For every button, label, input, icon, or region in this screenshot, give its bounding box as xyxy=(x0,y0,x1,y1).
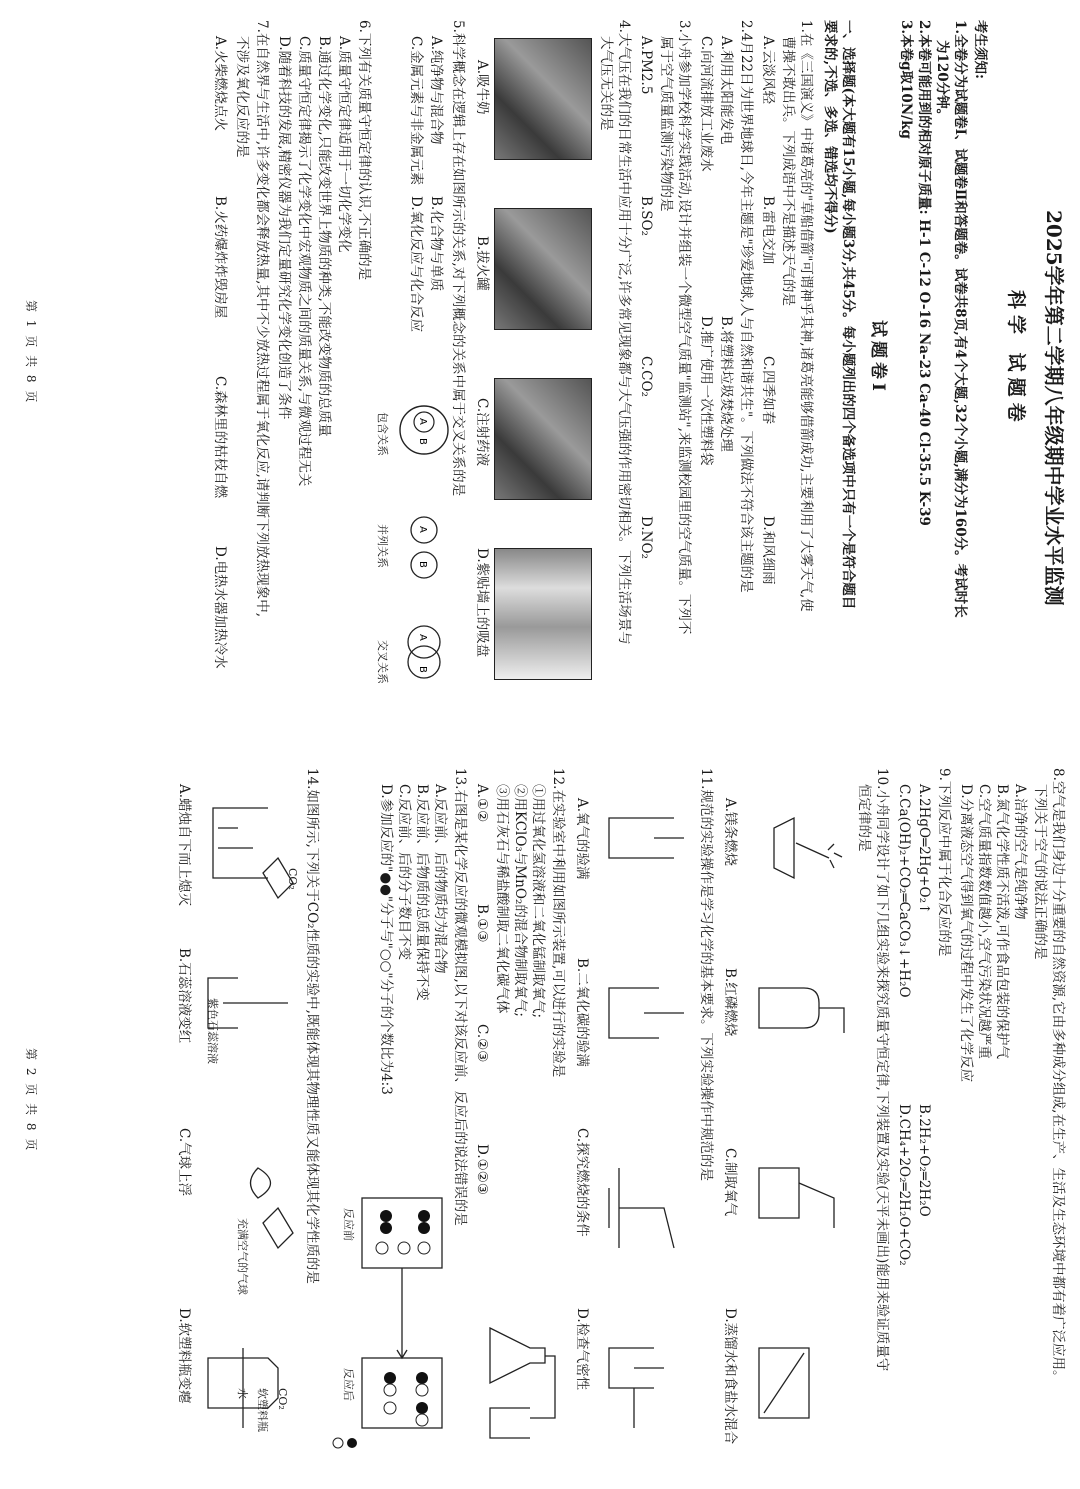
question-1-cont: 曹操不敢出兵。下列成语中不是描述天气的是 xyxy=(780,36,796,306)
question-8: 8.空气是我们身边十分重要的自然资源,它由多种成分组成,在生产、生活及生态环境中都有着广泛应用。 xyxy=(1050,768,1066,1384)
question-3: 3.小舟参加学校科学实践活动,设计并组装一个微型空气质量"监测站",来监测校园里的空气质量。下列不 xyxy=(676,20,692,635)
notice-line: 2.本卷可能用到的相对原子质量: H-1 C-12 O-16 Na-23 Ca-40 Cl-35.5 K-39 xyxy=(916,20,932,526)
option: B.2H₂+O₂═2H₂O xyxy=(916,1104,932,1217)
option: A.氧气的验满 xyxy=(574,798,590,880)
option: C.向河流排放工业废水 xyxy=(698,36,714,172)
option: B.通过化学变化,只能改变世界上物质的种类,不能改变物质的总质量 xyxy=(316,36,332,437)
option: D.CH₄+2O₂═2H₂O+CO₂ xyxy=(896,1104,912,1266)
notice-line: 3.本卷g取10N/kg xyxy=(898,20,914,139)
question-10: 10.小舟同学设计了如下几组实验来探究质量守恒定律,下列装置及实验(天平未画出)能用来验证质量守 xyxy=(874,768,890,1372)
option: B.化合物与单质 xyxy=(428,196,444,292)
q12-item: ②用KClO₃与MnO₂的混合物制取氧气; xyxy=(512,784,528,1017)
figure-label: 水 xyxy=(236,1388,249,1399)
option: A.纯净物与混合物 xyxy=(428,36,444,145)
svg-text:B: B xyxy=(417,561,428,568)
exam-page-1 xyxy=(0,0,1080,740)
cupping-photo xyxy=(494,208,592,330)
question-1: 1.在《三国演义》中诸葛亮的"草船借箭"可谓神乎其神,诸葛亮能够借箭成功,主要利用了大雾天气,使 xyxy=(798,20,814,612)
option: B.SO₂ xyxy=(638,196,654,236)
option: C.②③ xyxy=(474,1024,490,1063)
option: D.和风细雨 xyxy=(760,516,776,585)
injection-photo xyxy=(494,378,592,500)
option: C.气球上浮 xyxy=(176,1128,192,1197)
question-4-cont: 大气压无关的是 xyxy=(598,36,614,131)
figure-label: 软塑料瓶 xyxy=(256,1388,269,1432)
option: D.氧化反应与化合反应 xyxy=(408,196,424,333)
diagram-label: 反应后 xyxy=(342,1368,355,1401)
option: A.2HgO═2Hg+O₂↑ xyxy=(916,784,932,915)
option: A.PM2.5 xyxy=(638,36,654,95)
option: A.利用太阳能发电 xyxy=(718,36,734,145)
option: D.①②③ xyxy=(474,1144,490,1195)
mass-conservation-apparatus xyxy=(744,788,854,1448)
question-9: 9.下列反应中属于化合反应的是 xyxy=(936,768,952,957)
question-12: 12.在实验室中利用如图所示装置,可以进行的实验是 xyxy=(550,768,566,1078)
question-3-cont: 属于空气质量监测污染物的是 xyxy=(658,36,674,212)
option: C.注射药液 xyxy=(474,398,490,467)
question-7-cont: 不涉及氧化反应的是 xyxy=(234,36,250,158)
question-11: 11.规范的实验操作是学习化学的基本要求。下列实验操作中规范的是 xyxy=(698,768,714,1181)
exam-subject: 科学 试题卷 xyxy=(1005,290,1027,428)
page-footer: 第 1 页 共 8 页 xyxy=(24,300,38,405)
co2-property-experiments xyxy=(198,788,298,1448)
option: B.反应前、后物质的总质量保持不变 xyxy=(414,784,430,1001)
question-8-cont: 下列关于空气的说法正确的是 xyxy=(1032,784,1048,960)
figure-label: CO₂ xyxy=(276,1388,289,1410)
option: C.空气质量指数数值越小,空气污染状况越严重 xyxy=(976,784,992,1059)
question-5: 5.科学概念在逻辑上存在如图所示的关系,对下列概念的关系中属于交叉关系的是 xyxy=(450,20,466,497)
q12-item: ①用过氧化氢溶液和二氧化锰制取氧气; xyxy=(530,784,546,1019)
question-6: 6.下列有关质量守恒定律的认识,不正确的是 xyxy=(356,20,372,281)
option: C.质量守恒定律揭示了化学变化中宏观物质之间的质量关系,与微观过程无关 xyxy=(296,36,312,487)
question-14: 14.如图所示,下列关于CO₂性质的实验中,既能体现其物理性质又能体现其化学性质的是 xyxy=(304,768,320,1284)
figure-label: 充满空气的气球 xyxy=(236,1218,249,1295)
option: D.软塑料瓶变瘪 xyxy=(176,1308,192,1404)
option: B.氮气化学性质不活泼,可作食品包装的保护气 xyxy=(994,784,1010,1060)
option: B.将塑料垃圾焚烧处理 xyxy=(718,316,734,452)
option: D.紫贴墙上的吸盘 xyxy=(474,548,490,658)
question-13: 13.右图是某化学反应的微观模拟图,以下对该反应前、反应后的说法错误的是 xyxy=(452,768,468,1226)
gas-generation-apparatus xyxy=(480,1308,560,1458)
option: A.镁条燃烧 xyxy=(722,798,738,867)
option: C.四季如春 xyxy=(760,356,776,425)
section-heading: 一、选择题(本大题有15小题,每小题3分,共45分。每小题列出的四个备选项中只有一个是符合题目 xyxy=(840,20,856,610)
suction-cup-photo xyxy=(494,548,592,680)
question-10-cont: 恒定律的是 xyxy=(856,784,872,852)
option: A.反应前、后的物质均为混合物 xyxy=(432,784,448,974)
exam-title: 2025学年第二学期八年级期中学业水平监测 xyxy=(1042,210,1066,606)
question-4: 4.大气压在我们的日常生活中应用十分广泛,许多常见现象都与大气压强的作用密切相关。下列生活场景与 xyxy=(616,20,632,645)
option: C.Ca(OH)₂+CO₂═CaCO₃↓+H₂O xyxy=(896,784,912,998)
option: A.质量守恒定律适用于一切化学变化 xyxy=(336,36,352,253)
option: C.森林里的枯枝自燃 xyxy=(212,376,228,499)
option: B.①③ xyxy=(474,904,490,943)
option: A.吸牛奶 xyxy=(474,60,490,115)
section-heading: 要求的,不选、多选、错选均不得分) xyxy=(822,20,838,234)
option: D.随着科技的发展,精密仪器为我们定量研究化学变化创造了条件 xyxy=(276,36,292,420)
option: C.反应前、后的分子数目不变 xyxy=(396,784,412,961)
option: A.火柴燃烧点火 xyxy=(212,36,228,132)
option: C.金属元素与非金属元素 xyxy=(408,36,424,186)
lab-operation-figures xyxy=(594,788,694,1448)
option: D.分离液态空气得到氧气的过程中发生了化学反应 xyxy=(958,784,974,1083)
diagram-label: 并列关系 xyxy=(376,524,389,568)
svg-text:B: B xyxy=(417,666,428,673)
option: B.火药爆炸炸毁房屋 xyxy=(212,196,228,319)
exam-page-2 xyxy=(0,748,1080,1488)
option: B.雷电交加 xyxy=(760,196,776,265)
part-title: 试题卷Ⅰ xyxy=(868,320,888,395)
option: B.拔火罐 xyxy=(474,236,490,291)
svg-text:B: B xyxy=(417,438,428,445)
figure-label: 紫色石蕊溶液 xyxy=(206,998,219,1064)
option: D.NO₂ xyxy=(638,516,654,559)
milk-photo xyxy=(494,38,592,160)
svg-text:A: A xyxy=(417,634,428,641)
option: C.探究燃烧的条件 xyxy=(574,1128,590,1237)
diagram-label: 交叉关系 xyxy=(376,640,389,684)
option: D.蒸馏水和食盐水混合 xyxy=(722,1308,738,1445)
option: C.制取氧气 xyxy=(722,1148,738,1217)
option: C.CO₂ xyxy=(638,356,654,397)
option: D.电热水器加热冷水 xyxy=(212,546,228,669)
option: A.蜡烛自下而上熄灭 xyxy=(176,784,192,907)
option: A.洁净的空气是纯净物 xyxy=(1012,784,1028,920)
option: A.①② xyxy=(474,784,490,823)
option: D.参加反应的"●●"分子与"○○"分子的个数比为4:3 xyxy=(378,784,394,1095)
option: B.石蕊溶液变红 xyxy=(176,948,192,1044)
figure-label: CO₂ xyxy=(286,868,299,890)
option: A.云淡风轻 xyxy=(760,36,776,105)
option: B.红磷燃烧 xyxy=(722,968,738,1037)
diagram-label: 反应前 xyxy=(342,1208,355,1241)
svg-text:A: A xyxy=(417,418,428,425)
notice-line: 为120分钟。 xyxy=(934,40,950,123)
page-footer: 第 2 页 共 8 页 xyxy=(24,1048,38,1153)
question-2: 2.4月22日为世界地球日,今年主题是"珍爱地球,人与自然和谐共生"。下列做法不符合该主题的是 xyxy=(738,20,754,593)
option: D.检查气密性 xyxy=(574,1308,590,1391)
question-7: 7.在自然界与生活中,许多变化都会释放热量,其中不少放热过程属于氧化反应,请判断下列放热现象中, xyxy=(254,20,270,618)
notice-line: 1.全卷分为试题卷Ⅰ、试题卷Ⅱ和答题卷。试卷共8页,有4个大题,32个小题,满分为160分。考试时长 xyxy=(952,20,968,618)
q12-item: ③用石灰石与稀盐酸制取二氧化碳气体 xyxy=(494,784,510,1014)
option: D.推广使用一次性塑料袋 xyxy=(698,316,714,466)
notice-heading: 考生须知: xyxy=(972,20,988,79)
svg-text:A: A xyxy=(417,526,428,533)
option: B.二氧化碳的验满 xyxy=(574,958,590,1067)
diagram-label: 包含关系 xyxy=(376,412,389,456)
